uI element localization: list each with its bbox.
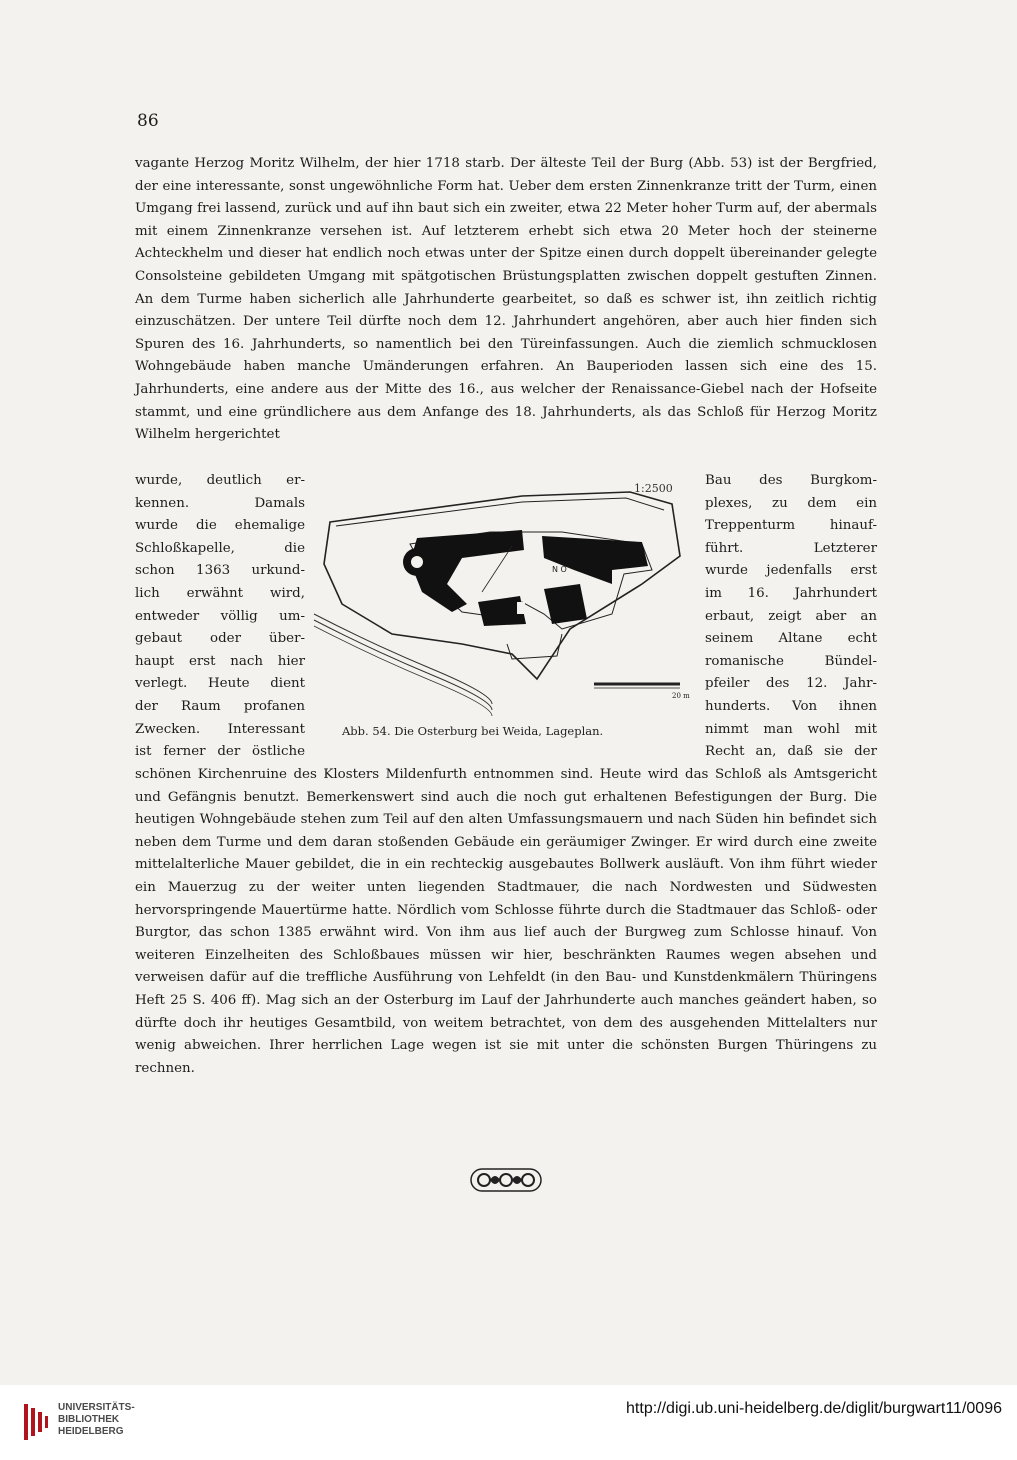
compass-label: N O [552, 565, 567, 574]
source-url-link[interactable]: http://digi.ub.uni-heidelberg.de/diglit/burgwart11/0096 [626, 1400, 1002, 1417]
scale-ratio: 1:2500 [634, 482, 673, 495]
left-column-line: wurde, deutlich er- [135, 473, 305, 488]
right-column-line: führt. Letzterer [705, 540, 877, 556]
left-column-line: lich erwähnt wird, [135, 585, 305, 601]
river-line-2 [314, 620, 492, 710]
east-building [544, 584, 587, 624]
library-name-line: BIBLIOTHEK [58, 1414, 120, 1425]
left-column-line: Zwecken. Interessant [135, 721, 305, 737]
library-name [58, 1402, 135, 1438]
left-column-line: haupt erst nach hier [135, 653, 305, 669]
chapel-cross-mark [517, 602, 525, 614]
river-line-3 [314, 626, 492, 716]
left-column-line: kennen. Damals [135, 495, 305, 511]
keep-tower-interior [411, 556, 423, 568]
right-column-line: hunderts. Von ihnen [705, 698, 877, 714]
right-column-line: plexes, zu dem ein [705, 495, 877, 511]
left-column-line: ist ferner der östliche [135, 744, 305, 760]
right-column-line: seinem Altane echt [705, 631, 877, 647]
left-text-column [135, 470, 305, 764]
castle-site-plan-figure [312, 474, 702, 744]
right-column-line: im 16. Jahrhundert [705, 585, 877, 601]
page-number: 86 [137, 111, 159, 131]
paragraph-top: vagante Herzog Moritz Wilhelm, der hier 1718 starb. Der älteste Teil der Burg (Abb. 53) ist der Bergfried, der eine interessante, sonst ungewöhnliche Form hat. Ueber dem ersten Zinnenkranze tritt der Turm, einen Umgang frei lassend, zurück und auf ihn baut sich ein zweiter, etwa 22 Meter hoher Turm auf, der abermals mit einem Zinnenkranze versehen ist. Auf letzterem erhebt sich etwa 20 Meter hoch der steinerne Achteckhelm und dieser hat endlich noch etwas unter der Spitze einen durch doppelt übereinander gelegte Consolsteine gebildeten Umgang mit spätgotischen Brüstungsplatten zwischen doppelt gestuften Zinnen. An dem Turme haben sicherlich alle Jahrhunderte gearbeitet, so daß es schwer ist, ihn zeitlich richtig einzuschätzen. Der untere Teil dürfte noch dem 12. Jahrhundert angehören, aber auch hier finden sich Spuren des 16. Jahrhunderts, so namentlich bei den Türeinfassungen. Auch die ziemlich schmucklosen Wohngebäude haben manche Umänderungen erfahren. An Bauperioden lassen sich eine des 15. Jahrhunderts, eine andere aus der Mitte des 16., aus welcher der Renaissance-Giebel nach der Hofseite stammt, und eine gründlichere aus dem Anfange des 18. Jahrhunderts, als das Schloß für Herzog Moritz Wilhelm hergerichtet [135, 156, 877, 443]
right-column-line: nimmt man wohl mit [705, 721, 877, 737]
left-column-line: wurde die ehemalige [135, 518, 305, 534]
north-wing-building [542, 536, 648, 584]
left-column-line: der Raum profanen [135, 698, 305, 714]
right-column-line: Recht an, daß sie der [705, 744, 877, 760]
left-column-line: gebaut oder über- [135, 631, 305, 647]
bastion-wall [507, 634, 562, 659]
outer-wall-inner-line [336, 498, 664, 526]
right-column-line: erbaut, zeigt aber an [705, 608, 877, 624]
right-column-line: Treppenturm hinauf- [705, 518, 877, 534]
right-column-line: pfeiler des 12. Jahr- [705, 676, 877, 692]
left-column-line: Schloßkapelle, die [135, 540, 305, 556]
university-library-logo-icon [22, 1402, 50, 1442]
right-column-line: romanische Bündel- [705, 653, 877, 669]
right-column-line: Bau des Burgkom- [705, 473, 877, 488]
right-text-column [705, 470, 877, 764]
library-name-line: HEIDELBERG [58, 1426, 124, 1437]
footer-bar [0, 1385, 1017, 1460]
site-plan-drawing [312, 474, 702, 719]
left-column-line: verlegt. Heute dient [135, 676, 305, 692]
decorative-ornament-icon [470, 1166, 542, 1194]
paragraph-bottom: schönen Kirchenruine des Klosters Mildenfurth entnommen sind. Heute wird das Schloß als Amtsgericht und Gefängnis benutzt. Bemerkenswert sind auch die noch gut erhaltenen Befestigungen der Burg. Die heutigen Wohngebäude stehen zum Teil auf den alten Umfassungsmauern und nach Süden hin befindet sich neben dem Turme und dem daran stoßenden Gebäude ein geräumiger Zwinger. Er wird durch eine zweite mittelalterliche Mauer gebildet, die in ein rechteckig ausgebautes Bollwerk ausläuft. Von ihm führt wieder ein Mauerzug zu der weiter unten liegenden Stadtmauer, die nach Nordwesten und Südwesten hervorspringende Mauertürme hatte. Nördlich vom Schlosse führte durch die Stadtmauer das Schloß- oder Burgtor, das schon 1385 erwähnt wird. Von ihm aus lief auch der Burgweg zum Schlosse hinauf. Von weiteren Einzelheiten des Schloßbaues müssen wir hier, beschränkten Raumes wegen absehen und verweisen dafür auf die treffliche Ausführung von Lehfeldt (in den Bau- und Kunstdenkmälern Thüringens Heft 25 S. 406 ff). Mag sich an der Osterburg im Lauf der Jahrhunderte auch manches geändert haben, so dürfte doch ihr heutiges Gesamtbild, von weitem betrachtet, von dem des ausgehenden Mittelalters nur wenig abweichen. Ihrer herrlichen Lage wegen ist sie mit unter die schönsten Burgen Thüringens zu rechnen. [135, 767, 877, 1076]
figure-caption: Abb. 54. Die Osterburg bei Weida, Lageplan. [342, 724, 604, 738]
library-name-line: UNIVERSITÄTS- [58, 1402, 135, 1413]
left-column-line: schon 1363 urkund- [135, 563, 305, 579]
right-column-line: wurde jedenfalls erst [705, 563, 877, 579]
scale-bar-label: 20 m [672, 692, 690, 700]
left-column-line: entweder völlig um- [135, 608, 305, 624]
